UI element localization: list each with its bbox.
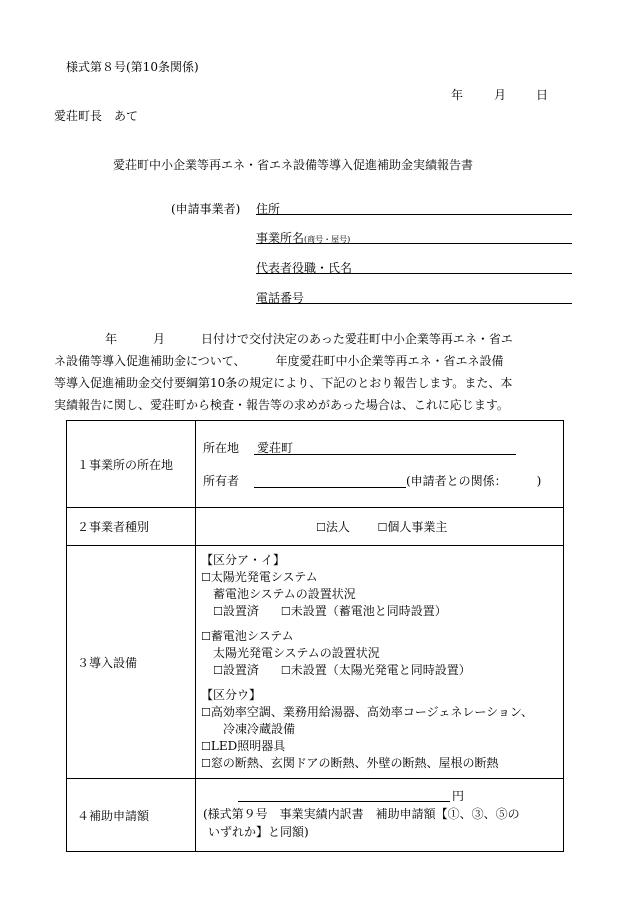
business-type-label: ２事業者種別	[67, 508, 196, 546]
battery-option: ☐蓄電池システム	[201, 629, 294, 643]
battery-checkbox[interactable]: ☐	[201, 630, 211, 643]
equipment-label: ３導入設備	[67, 546, 196, 779]
hvac-option-cont: 冷凍冷蔵設備	[223, 722, 296, 736]
document-title: 愛荘町中小企業等再エネ・省エネ設備等導入促進補助金実績報告書	[113, 158, 474, 172]
body-line-1: 年 月 日付けで交付決定のあった愛荘町中小企業等再エネ・省エ	[105, 332, 513, 346]
business-type-options	[196, 508, 564, 546]
individual-checkbox[interactable]: ☐	[377, 521, 388, 534]
date-month: 月	[494, 88, 507, 102]
amount-note-1: (様式第９号 事業実績内訳書 補助申請額【①、③、⑤の	[203, 807, 520, 821]
address-line	[256, 214, 572, 215]
owner-underline	[254, 487, 406, 488]
amount-underline	[238, 801, 450, 802]
body-line-2: ネ設備等導入促進補助金について、 年度愛荘町中小企業等再エネ・省エネ設備	[54, 354, 504, 368]
table-row-location	[67, 421, 564, 508]
corp-checkbox[interactable]: ☐	[316, 521, 326, 534]
storage-installed-checkbox[interactable]: ☐	[213, 605, 223, 618]
hvac-option: ☐高効率空調、業務用給湯器、高効率コージェネレーション、	[201, 705, 533, 719]
phone-line	[256, 303, 572, 304]
date-day: 日	[536, 88, 549, 102]
location-row-content	[196, 421, 564, 508]
hvac-checkbox[interactable]: ☐	[201, 706, 211, 719]
form-number: 様式第８号(第10条関係)	[66, 60, 199, 74]
amount-label: ４補助申請額	[67, 779, 196, 852]
storage-status-label: 蓄電池システムの設置状況	[213, 587, 356, 601]
phone-label: 電話番号	[256, 291, 305, 305]
corp-label: 法人	[325, 520, 350, 534]
table-row-equipment	[67, 546, 564, 779]
location-underline	[254, 454, 516, 455]
address-label: 住所	[256, 202, 281, 216]
addressee: 愛荘町長 あて	[54, 109, 139, 123]
individual-label: 個人事業主	[387, 520, 448, 534]
yen-label: 円	[452, 789, 465, 803]
location-value: 愛荘町	[257, 441, 294, 455]
body-line-4: 実績報告に関し、愛荘町から検査・報告等の求めがあった場合は、これに応じます。	[54, 398, 509, 412]
applicant-label: (申請事業者)	[171, 202, 241, 216]
solar-not-installed-checkbox[interactable]: ☐	[280, 664, 291, 677]
table-row-business-type	[67, 508, 564, 546]
business-name-note: (商号・屋号)	[304, 235, 351, 244]
representative-label: 代表者役職・氏名	[256, 261, 353, 275]
equipment-options	[196, 546, 564, 779]
insulation-option: ☐窓の断熱、玄関ドアの断熱、外壁の断熱、屋根の断熱	[201, 756, 499, 770]
led-checkbox[interactable]: ☐	[201, 740, 211, 753]
owner-label: 所有者	[203, 474, 240, 488]
solar-option: ☐太陽光発電システム	[201, 570, 318, 584]
category-ai-heading: 【区分ア・イ】	[201, 553, 286, 567]
solar-status-label: 太陽光発電システムの設置状況	[213, 646, 380, 660]
business-name-label: 事業所名(商号・屋号)	[256, 231, 351, 245]
insulation-checkbox[interactable]: ☐	[201, 757, 211, 770]
amount-note-2: いずれか】と同額)	[208, 825, 309, 839]
business-name-line	[256, 243, 572, 244]
location-row-label: １事業所の所在地	[67, 421, 196, 508]
representative-line	[256, 273, 572, 274]
solar-installed-checkbox[interactable]: ☐	[213, 664, 223, 677]
owner-relation: (申請者との関係： )	[406, 474, 542, 488]
table-row-amount	[67, 779, 564, 852]
category-u-heading: 【区分ウ】	[201, 688, 262, 702]
amount-content	[196, 779, 564, 852]
body-line-3: 等導入促進補助金交付要綱第10条の規定により、下記のとおり報告します。また、本	[54, 376, 513, 390]
report-table	[66, 420, 564, 852]
storage-not-installed-checkbox[interactable]: ☐	[280, 605, 291, 618]
solar-checkbox[interactable]: ☐	[201, 571, 211, 584]
solar-status-options: ☐設置済 ☐未設置（太陽光発電と同時設置）	[213, 663, 471, 677]
storage-status-options: ☐設置済 ☐未設置（蓄電池と同時設置）	[213, 604, 447, 618]
date-year: 年	[451, 88, 464, 102]
location-label: 所在地	[203, 441, 240, 455]
led-option: ☐LED照明器具	[201, 739, 286, 753]
